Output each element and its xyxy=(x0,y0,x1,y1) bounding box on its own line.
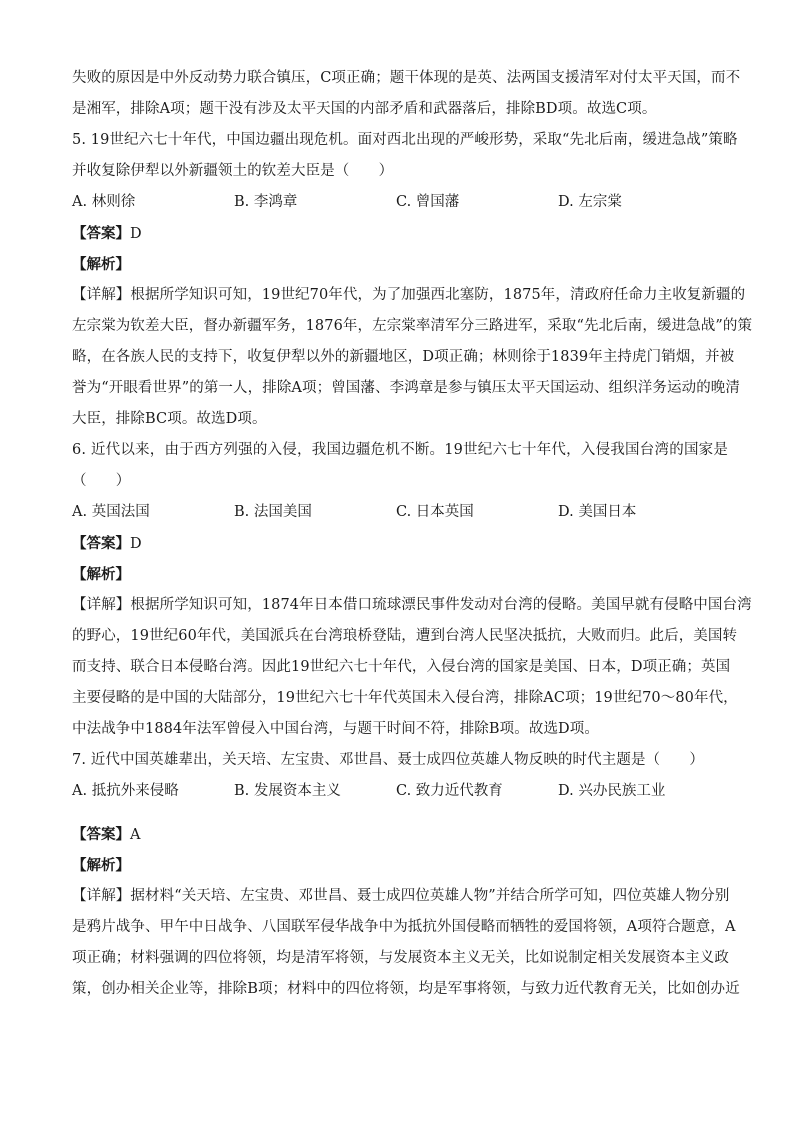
option-a: A. 林则徐 xyxy=(72,194,136,210)
question-7 xyxy=(72,745,740,1005)
answer-line xyxy=(72,528,728,559)
answer-label: 【答案】 xyxy=(72,535,130,552)
text-line: 策，创办相关企业等，排除B项；材料中的四位将领，均是军事将领，与致力近代教育无关，比如创办近 xyxy=(72,981,740,997)
option-a: A. 英国法国 xyxy=(72,504,150,520)
analysis-label: 【解析】 xyxy=(72,566,130,583)
previous-analysis-continuation xyxy=(72,63,741,125)
analysis-heading xyxy=(72,559,728,590)
analysis-heading xyxy=(72,249,728,280)
text-line: 【详解】据材料“关天培、左宝贵、邓世昌、聂士成四位英雄人物”并结合所学可知，四位英雄人物分别 xyxy=(72,888,730,904)
answer-value: D xyxy=(130,536,142,552)
text-line: 誉为“开眼看世界”的第一人，排除A项；曾国藩、李鸿章是参与镇压太平天国运动、组织洋务运动的晚清 xyxy=(72,380,740,396)
question-stem-line: 并收复除伊犁以外新疆领土的钦差大臣是（ ） xyxy=(72,163,394,179)
text-line: 中法战争中1884年法军曾侵入中国台湾，与题干时间不符，排除B项。故选D项。 xyxy=(72,721,599,737)
option-a: A. 抵抗外来侵略 xyxy=(72,783,179,799)
text-line: 略，在各族人民的支持下，收复伊犁以外的新疆地区，D项正确；林则徐于1839年主持虎门销烟，并被 xyxy=(72,349,735,365)
option-list xyxy=(72,187,728,218)
text-line: 失败的原因是中外反动势力联合镇压，C项正确；题干体现的是英、法两国支援清军对付太平天国，而不 xyxy=(72,70,741,86)
option-c: C. 日本英国 xyxy=(396,504,474,520)
answer-value: A xyxy=(130,827,141,843)
option-d: D. 兴办民族工业 xyxy=(558,783,666,799)
analysis-label: 【解析】 xyxy=(72,256,130,273)
detail-paragraph xyxy=(72,280,753,435)
option-c: C. 致力近代教育 xyxy=(396,783,503,799)
text-line: 的野心，19世纪60年代，美国派兵在台湾琅桥登陆，遭到台湾人民坚决抵抗，大败而归。此后，美国转 xyxy=(72,628,738,644)
option-d: D. 美国日本 xyxy=(558,504,637,520)
question-stem-line: 5. 19世纪六七十年代，中国边疆出现危机。面对西北出现的严峻形势，采取“先北后南，缓进急战”策略 xyxy=(72,132,738,148)
spacer xyxy=(72,807,728,819)
detail-paragraph xyxy=(72,881,740,1005)
option-b: B. 李鸿章 xyxy=(234,194,298,210)
option-list xyxy=(72,497,728,528)
answer-label: 【答案】 xyxy=(72,826,130,843)
detail-paragraph xyxy=(72,590,752,745)
text-line: 大臣，排除BC项。故选D项。 xyxy=(72,411,267,427)
question-6 xyxy=(72,435,752,745)
answer-line xyxy=(72,218,728,249)
text-line: 是湘军，排除A项；题干没有涉及太平天国的内部矛盾和武器落后，排除BD项。故选C项。 xyxy=(72,101,657,117)
text-line: 项正确；材料强调的四位将领，均是清军将领，与发展资本主义无关，比如说制定相关发展资本主义政 xyxy=(72,950,729,966)
text-line: 【详解】根据所学知识可知，1874年日本借口琉球漂民事件发动对台湾的侵略。美国早就有侵略中国台湾 xyxy=(72,597,752,613)
analysis-label: 【解析】 xyxy=(72,857,130,874)
question-stem-line: 7. 近代中国英雄辈出，关天培、左宝贵、邓世昌、聂士成四位英雄人物反映的时代主题是（ ） xyxy=(72,752,704,768)
answer-line xyxy=(72,819,728,850)
analysis-heading xyxy=(72,850,728,881)
option-b: B. 发展资本主义 xyxy=(234,783,341,799)
option-b: B. 法国美国 xyxy=(234,504,312,520)
text-line: 左宗棠为钦差大臣，督办新疆军务，1876年，左宗棠率清军分三路进军，采取“先北后南，缓进急战”的策 xyxy=(72,318,753,334)
text-line: 主要侵略的是中国的大陆部分，19世纪六七十年代英国未入侵台湾，排除AC项；19世纪70～80年代， xyxy=(72,690,738,706)
question-stem-line: （ ） xyxy=(72,473,131,489)
option-list xyxy=(72,776,728,807)
document-page xyxy=(72,63,753,1005)
option-c: C. 曾国藩 xyxy=(396,194,460,210)
answer-value: D xyxy=(130,226,142,242)
answer-label: 【答案】 xyxy=(72,225,130,242)
text-line: 而支持、联合日本侵略台湾。因此19世纪六七十年代，入侵台湾的国家是美国、日本，D项正确；英国 xyxy=(72,659,731,675)
option-d: D. 左宗棠 xyxy=(558,194,622,210)
question-stem-line: 6. 近代以来，由于西方列强的入侵，我国边疆危机不断。19世纪六七十年代，入侵我国台湾的国家是 xyxy=(72,442,728,458)
question-5 xyxy=(72,125,753,435)
text-line: 是鸦片战争、甲午中日战争、八国联军侵华战争中为抵抗外国侵略而牺牲的爱国将领，A项符合题意，A xyxy=(72,919,736,935)
text-line: 【详解】根据所学知识可知，19世纪70年代，为了加强西北塞防，1875年，清政府任命力主收复新疆的 xyxy=(72,287,746,303)
